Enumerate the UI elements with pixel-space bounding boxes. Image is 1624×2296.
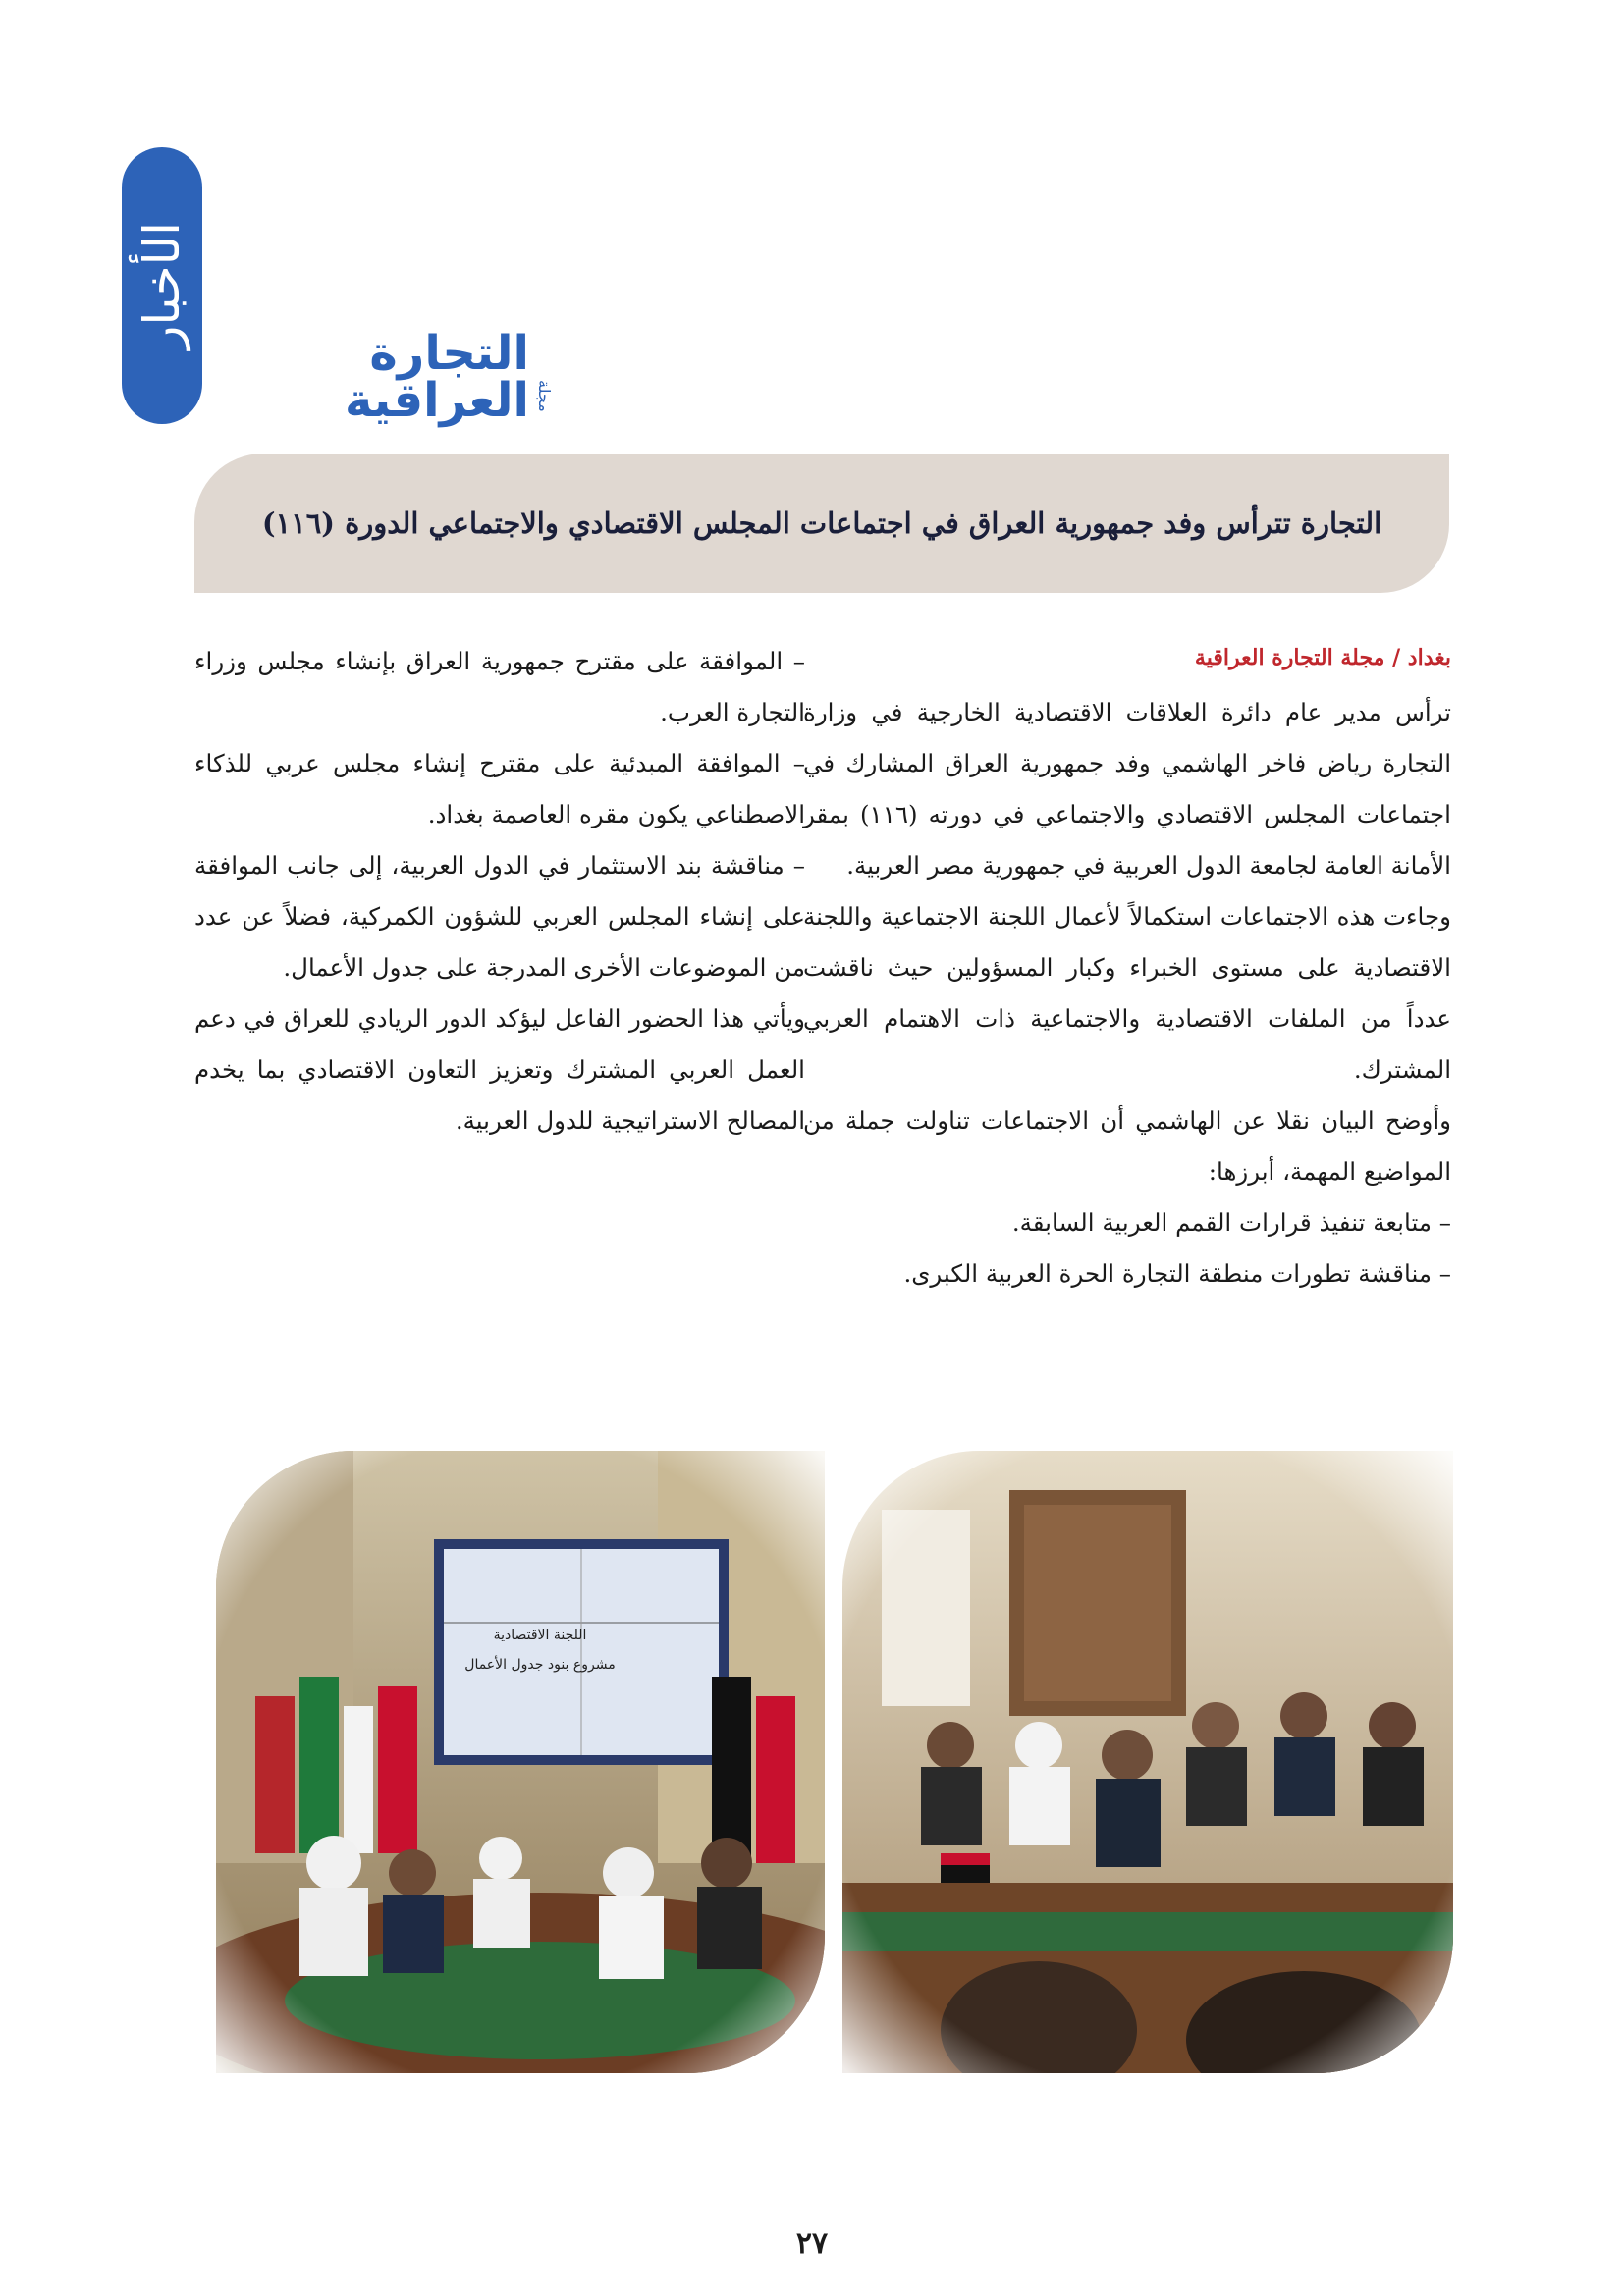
section-tab-label: الأخبار — [134, 222, 190, 349]
logo-small-text: مجلة — [535, 380, 554, 412]
article-column-right — [803, 636, 1451, 1300]
byline: بغداد / مجلة التجارة العراقية — [1194, 645, 1451, 670]
section-tab — [122, 147, 202, 424]
bullet-item: – الموافقة على مقترح جمهورية العراق بإنشاء مجلس وزراء التجارة العرب. — [194, 647, 805, 726]
article-column-left — [194, 636, 805, 1147]
logo-main-text: التجارة العراقية — [344, 326, 529, 428]
page-number: ٢٧ — [795, 2226, 829, 2261]
bullet-item: – متابعة تنفيذ قرارات القمم العربية السابقة. — [1011, 1208, 1451, 1237]
headline-band — [194, 454, 1449, 593]
bullet-item: – مناقشة بند الاستثمار في الدول العربية، إلى جانب الموافقة على إنشاء المجلس العربي للشؤون الكمركية، فضلاً عن عدد من الموضوعات الأخرى المدرجة على جدول الأعمال. — [194, 851, 805, 982]
paragraph: وجاءت هذه الاجتماعات استكمالاً لأعمال اللجنة الاجتماعية واللجنة الاقتصادية على مستوى الخبراء وكبار المسؤولين حيث ناقشت عدداً من الملفات الاقتصادية والاجتماعية ذات الاهتمام العربي المشترك. — [803, 902, 1451, 1084]
bullet-item: – الموافقة المبدئية على مقترح إنشاء مجلس عربي للذكاء الاصطناعي يكون مقره العاصمة بغداد. — [194, 749, 805, 828]
paragraph: وأوضح البيان نقلا عن الهاشمي أن الاجتماعات تناولت جملة من المواضيع المهمة، أبرزها: — [803, 1106, 1451, 1186]
paragraph: ترأس مدير عام دائرة العلاقات الاقتصادية الخارجية في وزارة التجارة رياض فاخر الهاشمي وفد جمهورية العراق المشارك في اجتماعات المجلس الاقتصادي والاجتماعي في دورته (١١٦) بمقر الأمانة العامة لجامعة الدول العربية في جمهورية مصر العربية. — [803, 698, 1451, 880]
bullet-item: – مناقشة تطورات منطقة التجارة الحرة العربية الكبرى. — [903, 1259, 1451, 1288]
meeting-photo-screen — [216, 1451, 825, 2073]
article-title: التجارة تترأس وفد جمهورية العراق في اجتماعات المجلس الاقتصادي والاجتماعي الدورة (١١٦) — [261, 507, 1382, 540]
magazine-logo — [210, 326, 554, 428]
meeting-photo-delegation — [842, 1451, 1453, 2073]
paragraph: ويأتي هذا الحضور الفاعل ليؤكد الدور الريادي للعراق في دعم العمل العربي المشترك وتعزيز التعاون الاقتصادي بما يخدم المصالح الاستراتيجية للدول العربية. — [194, 1004, 805, 1135]
